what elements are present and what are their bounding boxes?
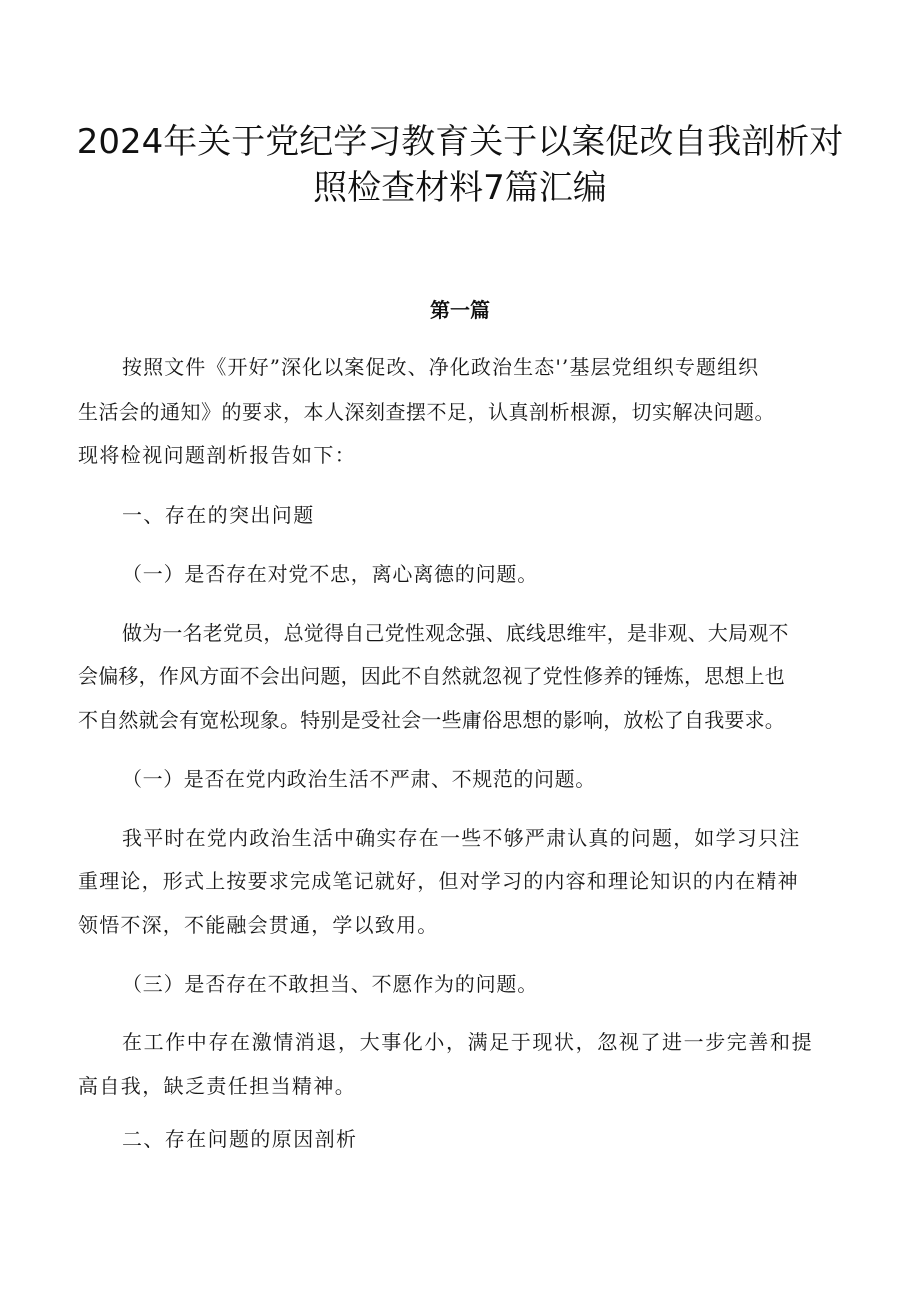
paragraph-line: 按照文件《开好”深化以案促改、净化政治生态'’基层党组织专题组织	[122, 355, 760, 379]
question-heading: （一）是否在党内政治生活不严肃、不规范的问题。	[122, 767, 596, 791]
document-title-line-2: 照检查材料7篇汇编	[313, 168, 607, 208]
paragraph-line: 在工作中存在激情消退，大事化小，满足于现状，忽视了进一步完善和提	[122, 1030, 814, 1054]
question-heading: （三）是否存在不敢担当、不愿作为的问题。	[122, 972, 538, 996]
section-heading: 第一篇	[430, 298, 490, 322]
paragraph-line: 现将检视问题剖析报告如下：	[78, 443, 357, 467]
paragraph-line: 领悟不深，不能融会贯通，学以致用。	[78, 913, 439, 937]
paragraph-line: 我平时在党内政治生活中确实存在一些不够严肃认真的问题，如学习只注	[122, 826, 801, 850]
document-title-line-1: 2024年关于党纪学习教育关于以案促改自我剖析对	[76, 122, 844, 162]
section-subheading: 二、存在问题的原因剖析	[122, 1127, 358, 1151]
paragraph-line: 不自然就会有宽松现象。特别是受社会一些庸俗思想的影响，放松了自我要求。	[78, 708, 785, 732]
section-subheading: 一、存在的突出问题	[122, 503, 315, 527]
paragraph-line: 重理论，形式上按要求完成笔记就好，但对学习的内容和理论知识的内在精神	[78, 869, 799, 893]
paragraph-line: 做为一名老党员，总觉得自己党性观念强、底线思维牢，是非观、大局观不	[122, 621, 789, 645]
paragraph-line: 会偏移，作风方面不会出问题，因此不自然就忽视了党性修养的锤炼，思想上也	[78, 664, 785, 688]
paragraph-line: 高自我，缺乏责任担当精神。	[78, 1074, 357, 1098]
question-heading: （一）是否存在对党不忠，离心离德的问题。	[122, 562, 538, 586]
paragraph-line: 生活会的通知》的要求，本人深刻查摆不足，认真剖析根源，切实解决问题。	[78, 400, 775, 424]
